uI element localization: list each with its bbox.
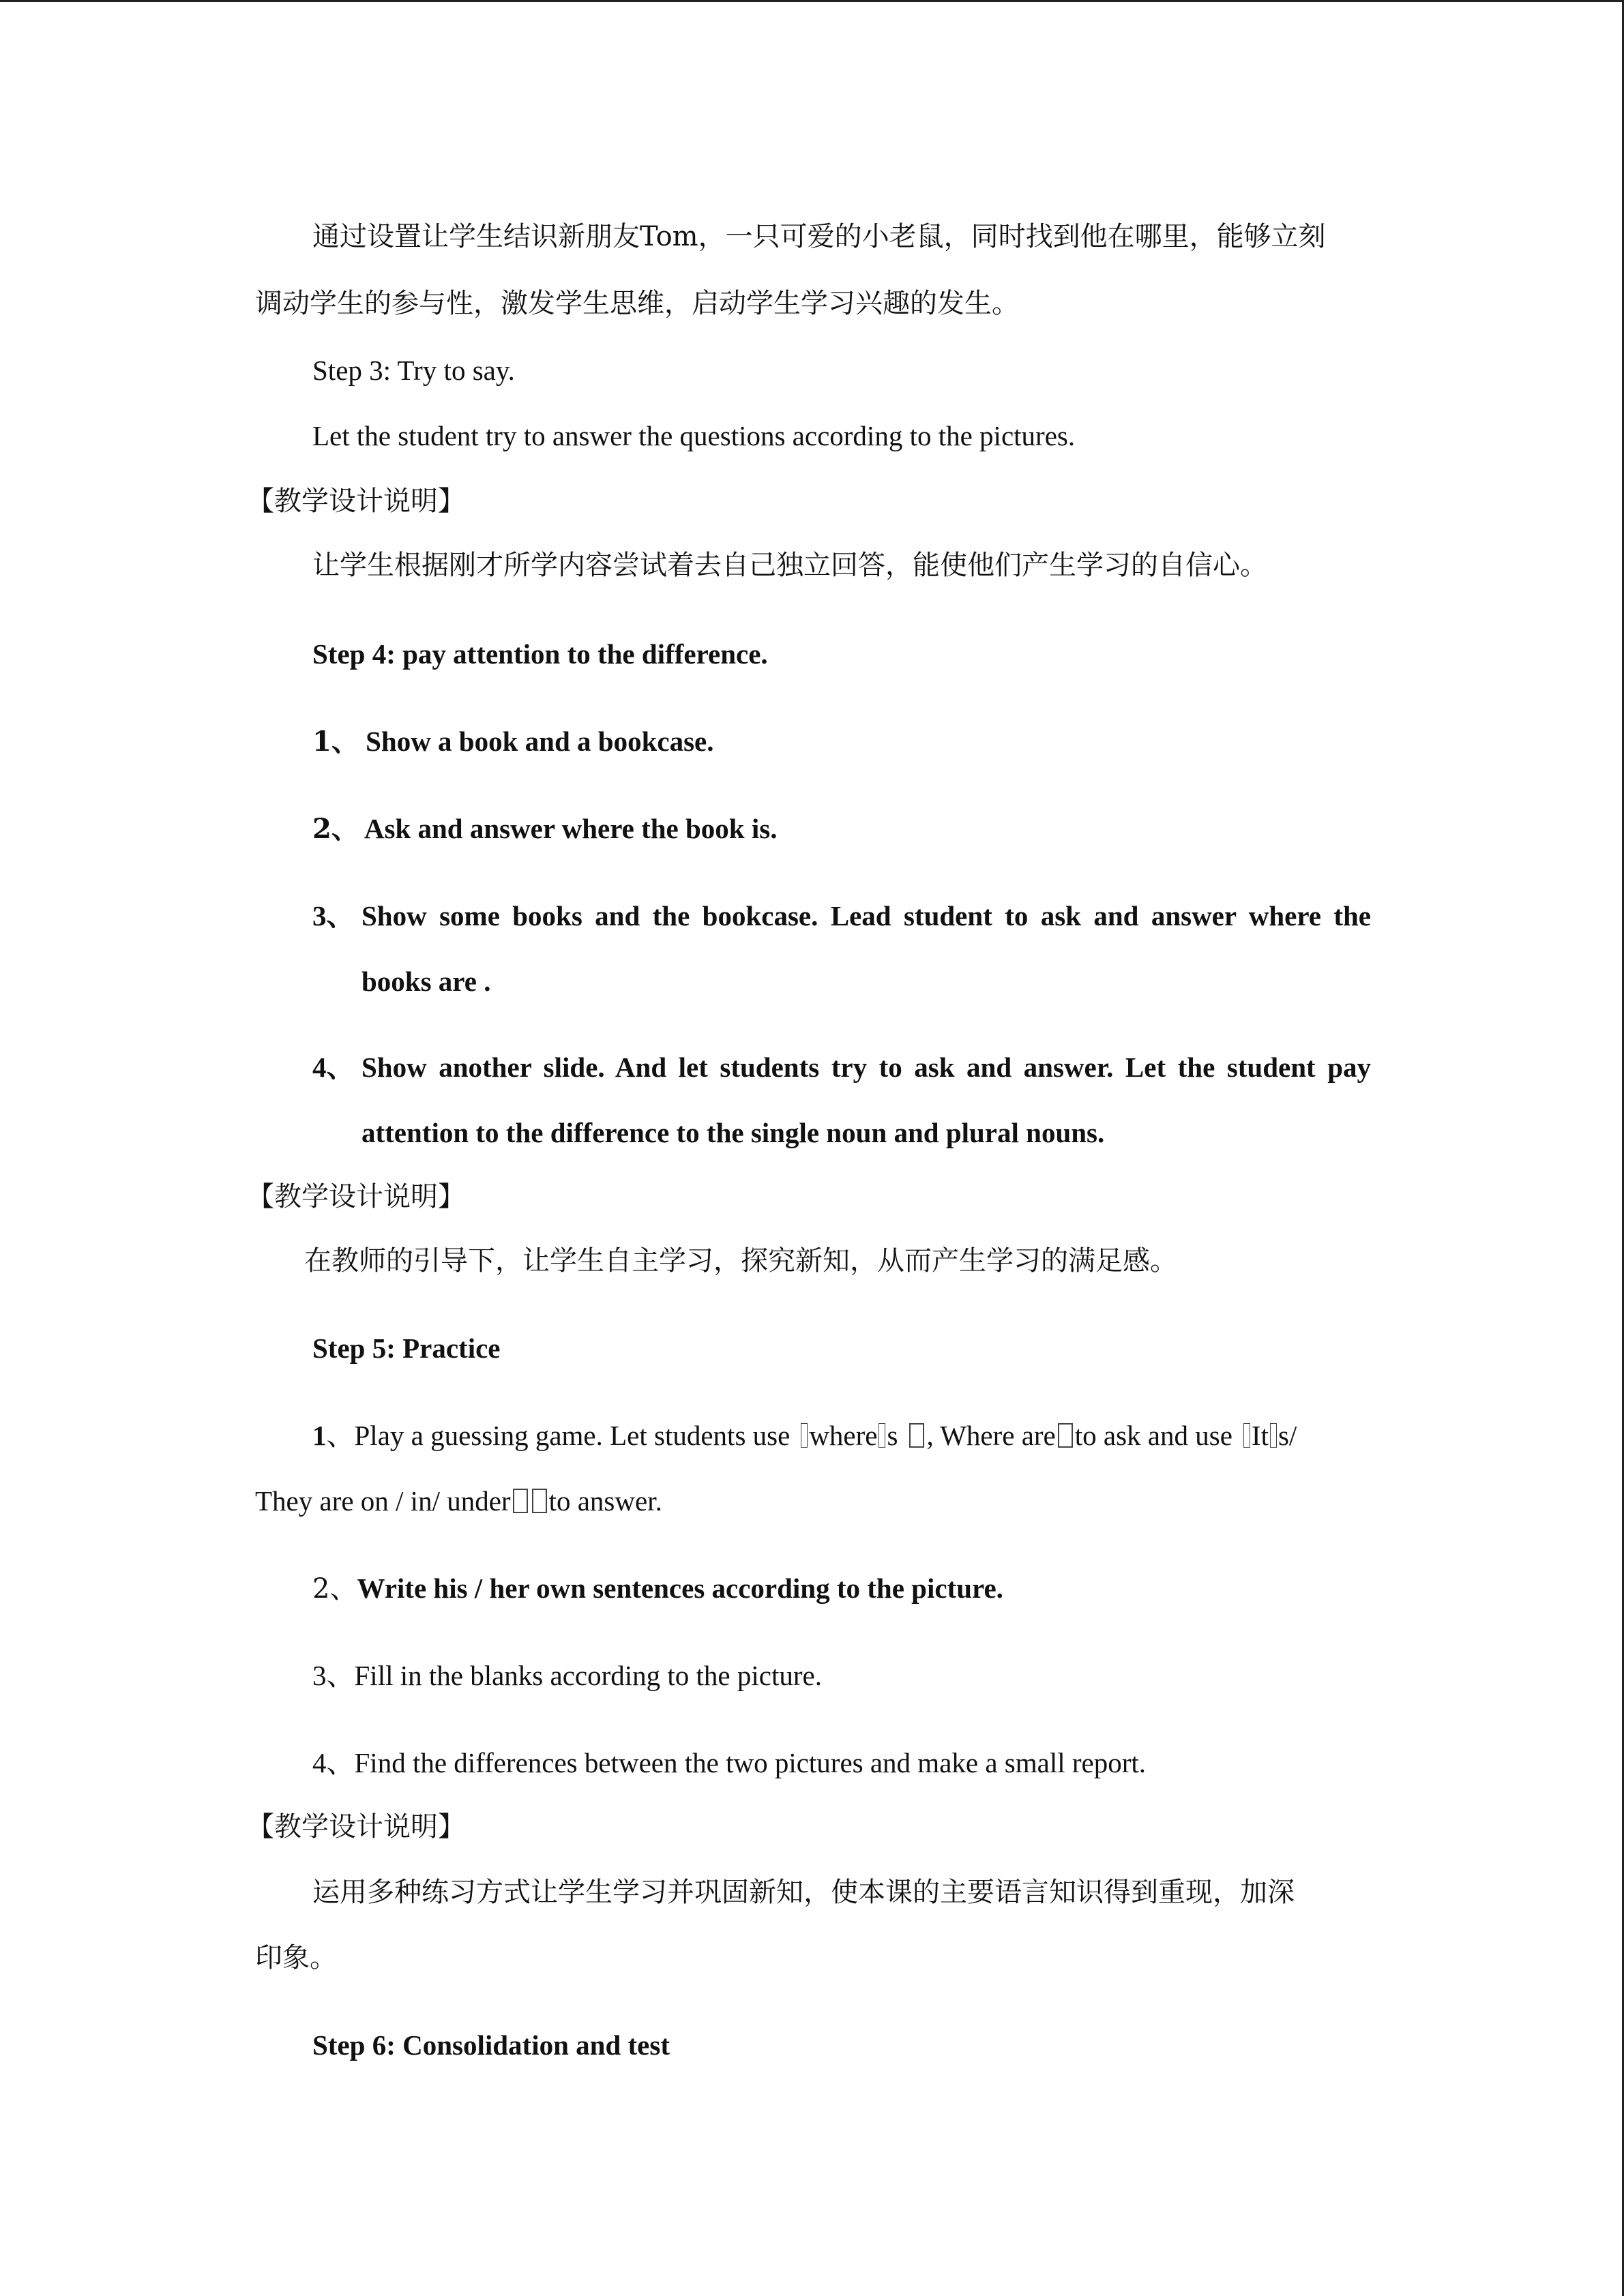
missing-glyph-box	[1270, 1423, 1277, 1448]
practice-item-4: 4、Find the differences between the two pictures and make a small report.	[312, 1747, 1147, 1778]
missing-glyph-box	[513, 1489, 528, 1513]
practice-item-1	[312, 1418, 1297, 1452]
step-3-description: Let the student try to answer the questions according to the pictures.	[312, 420, 1076, 451]
page-top-border	[0, 0, 1624, 2]
practice-item-2	[312, 1571, 1003, 1606]
list-item-text: Ask and answer where the book is.	[364, 813, 778, 844]
practice-item-text: s	[887, 1420, 898, 1451]
practice-item-3: 3、Fill in the blanks according to the picture.	[312, 1660, 822, 1691]
missing-glyph-box	[801, 1423, 808, 1448]
list-item-number: 3、	[312, 900, 355, 931]
practice-item-text: It	[1251, 1420, 1269, 1451]
step-3-heading: Step 3: Try to say.	[312, 355, 515, 386]
missing-glyph-box	[909, 1423, 924, 1448]
paragraph-line: 调动学生的参与性，激发学生思维，启动学生学习兴趣的发生。	[255, 288, 1019, 319]
practice-item-text: , Where are	[926, 1420, 1056, 1451]
missing-glyph-box	[532, 1489, 547, 1513]
list-item-text: Show some books and the bookcase. Lead student to ask and answer where the	[361, 900, 1371, 931]
paragraph-line: 运用多种练习方式让学生学习并巩固新知，使本课的主要语言知识得到重现，加深	[312, 1877, 1295, 1908]
list-item-number: 4、	[312, 1052, 355, 1083]
practice-item-text: where	[809, 1420, 878, 1451]
missing-glyph-box	[1058, 1423, 1073, 1448]
paragraph-line: 通过设置让学生结识新朋友Tom，一只可爱的小老鼠，同时找到他在哪里，能够立刻	[312, 221, 1326, 252]
practice-item-text: 、Play a guessing game. Let students use	[326, 1420, 791, 1451]
list-item	[312, 811, 777, 846]
step-5-heading: Step 5: Practice	[312, 1332, 501, 1364]
practice-item-text: They are on / in/ under	[255, 1485, 511, 1517]
design-note-heading: 【教学设计说明】	[247, 1811, 465, 1843]
list-item	[312, 724, 713, 759]
practice-item-text: s/	[1278, 1420, 1297, 1451]
practice-item-text: to answer.	[548, 1485, 662, 1517]
practice-item-text: to ask and use	[1074, 1420, 1232, 1451]
paragraph-line: 让学生根据刚才所学内容尝试着去自己独立回答，能使他们产生学习的自信心。	[312, 550, 1267, 581]
step-6-heading: Step 6: Consolidation and test	[312, 2029, 670, 2061]
list-item-number: 2、	[312, 813, 359, 845]
list-item-number: 1、	[312, 726, 359, 758]
list-item-text: Show another slide. And let students try to ask and answer. Let the student pay	[361, 1052, 1371, 1083]
list-item-number: 2、	[312, 1573, 357, 1605]
step-4-heading: Step 4: pay attention to the difference.	[312, 638, 768, 670]
list-item-text: Show a book and a bookcase.	[366, 726, 714, 757]
missing-glyph-box	[879, 1423, 885, 1448]
design-note-heading: 【教学设计说明】	[247, 1181, 465, 1212]
practice-item-text: Write his / her own sentences according to the picture.	[357, 1572, 1003, 1604]
list-item-text: attention to the difference to the single noun and plural nouns.	[361, 1117, 1105, 1148]
paragraph-line: 在教师的引导下，让学生自主学习，探究新知，从而产生学习的满足感。	[304, 1245, 1177, 1277]
paragraph-line: 印象。	[255, 1942, 337, 1973]
missing-glyph-box	[1243, 1423, 1250, 1448]
list-item-text: books are .	[361, 966, 491, 997]
design-note-heading: 【教学设计说明】	[247, 486, 465, 517]
list-item-number: 1	[312, 1420, 327, 1451]
practice-item-1-continued	[255, 1484, 662, 1518]
